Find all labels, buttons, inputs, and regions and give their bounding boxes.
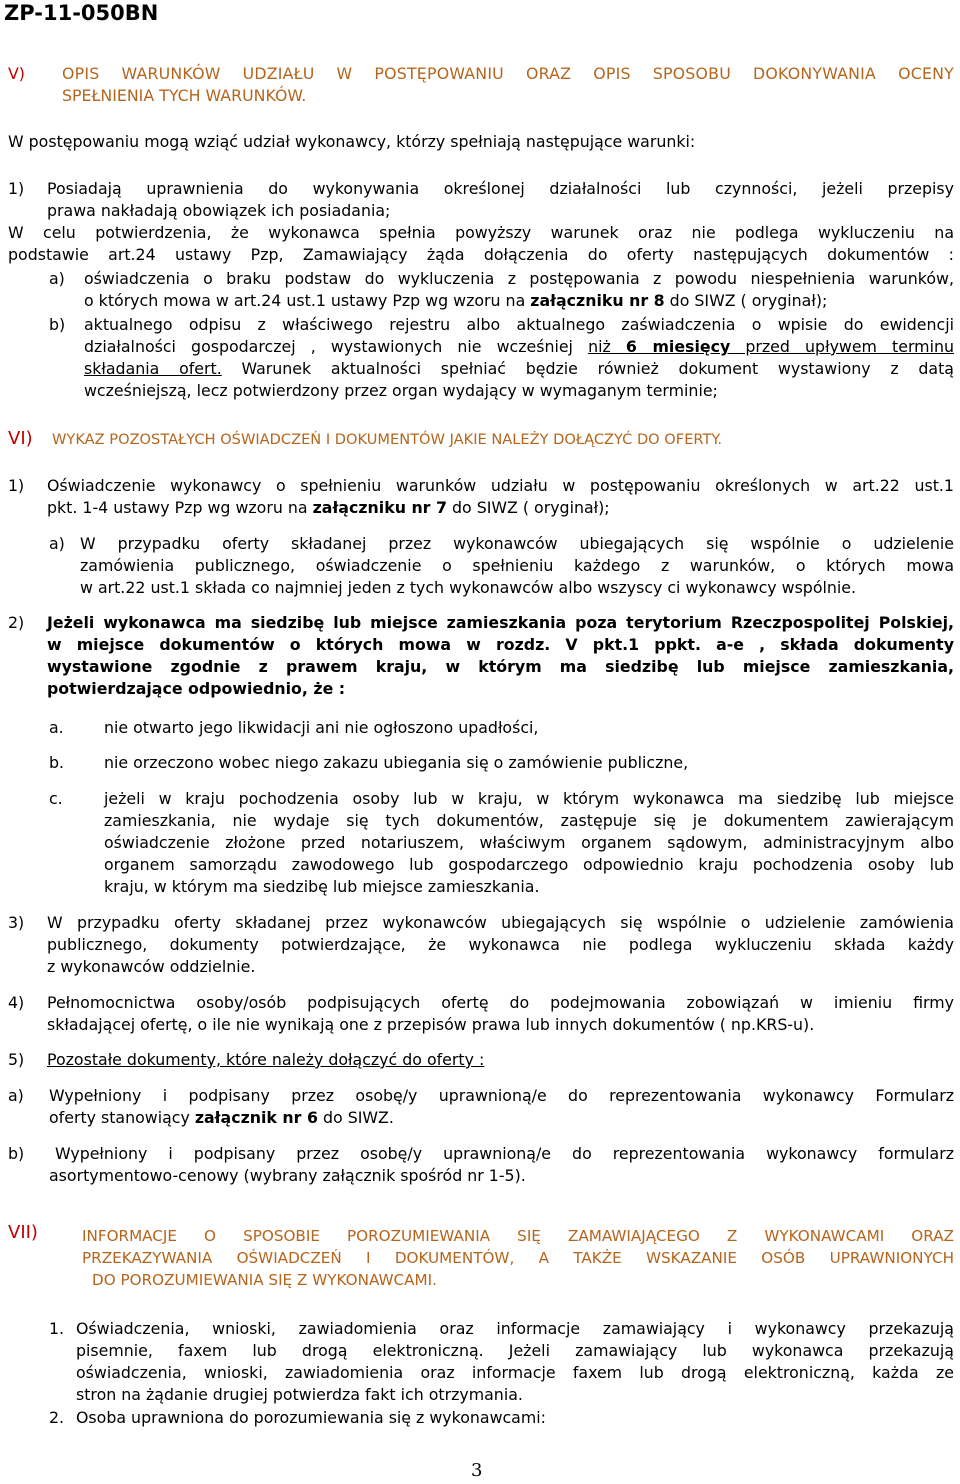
- document-id: ZP-11-050BN: [4, 1, 159, 25]
- list-text-line: Pełnomocnictwa osoby/osób podpisujących ofertę do podejmowania zobowiązań w imieniu firmy: [47, 993, 954, 1012]
- page-number: 3: [471, 1460, 483, 1481]
- list-text-line: pisemnie, faxem lub drogą elektroniczną. Jeżeli zamawiający lub wykonawca przekazują: [76, 1341, 954, 1360]
- list-text-line: [84, 358, 954, 380]
- section-number: V): [8, 64, 25, 83]
- list-text-line: Pozostałe dokumenty, które należy dołączyć do oferty :: [47, 1050, 485, 1069]
- text-run-bold: załączniku nr 7: [312, 498, 447, 517]
- list-text-line: zamówienia publicznego, oświadczenie o spełnieniu każdego z warunków, o których mowa: [80, 556, 954, 575]
- list-number: 2): [8, 613, 25, 632]
- list-text-line: nie orzeczono wobec niego zakazu ubiegania się o zamówienie publiczne,: [104, 753, 689, 772]
- list-label: b): [8, 1144, 25, 1163]
- text-run: Warunek aktualności spełniać będzie również dokument wystawiony z datą: [221, 359, 954, 378]
- list-number: 2.: [49, 1408, 65, 1427]
- list-label: b): [49, 315, 66, 334]
- section-title-line: DO POROZUMIEWANIA SIĘ Z WYKONAWCAMI.: [92, 1271, 437, 1289]
- list-text-line: zamieszkania, nie wydaje się tych dokumentów, zastępuje się je dokumentem zawierającym: [104, 811, 954, 830]
- list-text-line: z wykonawców oddzielnie.: [47, 957, 256, 976]
- section-number: VII): [8, 1222, 38, 1243]
- paragraph-line: podstawie art.24 ustawy Pzp, Zamawiający żąda dołączenia do oferty następujących dokumentów :: [8, 245, 954, 264]
- list-text-line: potwierdzające odpowiednio, że :: [47, 679, 346, 698]
- section-number: VI): [8, 428, 33, 449]
- list-text-line: Osoba uprawniona do porozumiewania się z wykonawcami:: [76, 1408, 546, 1427]
- text-run: o których mowa w art.24 ust.1 ustawy Pzp wg wzoru na: [84, 291, 531, 310]
- list-text-line: wcześniejszą, lecz potwierdzony przez organ wydający w wymaganym terminie;: [84, 381, 718, 400]
- list-label: c.: [49, 789, 63, 808]
- text-run: działalności gospodarczej , wystawionych nie wcześniej: [84, 337, 589, 356]
- list-label: b.: [49, 753, 65, 772]
- list-text-line: kraju, w którym ma siedzibę lub miejsce zamieszkania.: [104, 877, 540, 896]
- section-title: WYKAZ POZOSTAŁYCH OŚWIADCZEŃ I DOKUMENTÓW JAKIE NALEŻY DOŁĄCZYĆ DO OFERTY.: [52, 431, 722, 448]
- list-text-line: w art.22 ust.1 składa co najmniej jeden z tych wykonawców albo wszyscy ci wykonawcy wspólnie.: [80, 578, 857, 597]
- list-text-line: [47, 497, 610, 519]
- section-intro: W postępowaniu mogą wziąć udział wykonawcy, którzy spełniają następujące warunki:: [8, 132, 696, 151]
- list-text-line: organem samorządu zawodowego lub gospodarczego odpowiednio kraju pochodzenia osoby lub: [104, 855, 954, 874]
- list-text-line: Jeżeli wykonawca ma siedzibę lub miejsce zamieszkania poza terytorium Rzeczpospolitej Polskiej,: [47, 613, 954, 632]
- list-text-line: [84, 336, 954, 358]
- text-run: oferty stanowiący: [49, 1108, 195, 1127]
- section-title-line: INFORMACJE O SPOSOBIE POROZUMIEWANIA SIĘ ZAMAWIAJĄCEGO Z WYKONAWCAMI ORAZ: [82, 1227, 954, 1245]
- list-text-line: Oświadczenie wykonawcy o spełnieniu warunków udziału w postępowaniu określonych w art.22 ust.1: [47, 476, 954, 495]
- list-text-line: W przypadku oferty składanej przez wykonawców ubiegających się wspólnie o udzielenie: [80, 534, 954, 553]
- text-run-underline: składania ofert.: [84, 359, 222, 378]
- list-number: 5): [8, 1050, 25, 1069]
- section-title-line: SPEŁNIENIA TYCH WARUNKÓW.: [62, 86, 307, 105]
- list-number: 1): [8, 179, 25, 198]
- list-text-line: prawa nakładają obowiązek ich posiadania;: [47, 201, 391, 220]
- text-run: pkt. 1-4 ustawy Pzp wg wzoru na: [47, 498, 313, 517]
- section-title-line: PRZEKAZYWANIA OŚWIADCZEŃ I DOKUMENTÓW, A TAKŻE WSKAZANIE OSÓB UPRAWNIONYCH: [82, 1249, 954, 1267]
- list-number: 3): [8, 913, 25, 932]
- list-number: 1): [8, 476, 25, 495]
- list-text-line: [84, 290, 827, 312]
- list-text-line: Wypełniony i podpisany przez osobę/y uprawnioną/e do reprezentowania wykonawcy formularz: [55, 1144, 954, 1163]
- text-run: do SIWZ.: [317, 1108, 394, 1127]
- list-text-line: Wypełniony i podpisany przez osobę/y uprawnioną/e do reprezentowania wykonawcy Formularz: [49, 1086, 954, 1105]
- list-label: a): [49, 269, 65, 288]
- list-text-line: Posiadają uprawnienia do wykonywania określonej działalności lub czynności, jeżeli przepisy: [47, 179, 954, 198]
- list-label: a.: [49, 718, 64, 737]
- paragraph-line: W celu potwierdzenia, że wykonawca spełnia powyższy warunek oraz nie podlega wykluczeniu na: [8, 223, 954, 242]
- list-text-line: oświadczenie złożone przed notariuszem, właściwym organem sądowym, administracyjnym albo: [104, 833, 954, 852]
- list-text-line: [49, 1107, 394, 1129]
- text-run-underline: niż: [588, 337, 626, 356]
- list-text-line: oświadczenia, wnioski, zawiadomienia oraz informacje faxem lub drogą elektroniczną, każda ze: [76, 1363, 954, 1382]
- text-run: do SIWZ ( oryginał);: [664, 291, 828, 310]
- text-run-bold-underline: 6 miesięcy: [625, 337, 731, 356]
- list-text-line: W przypadku oferty składanej przez wykonawców ubiegających się wspólnie o udzielenie zamówienia: [47, 913, 954, 932]
- text-run-bold: załącznik nr 6: [194, 1108, 318, 1127]
- list-text-line: Oświadczenia, wnioski, zawiadomienia oraz informacje zamawiający i wykonawcy przekazują: [76, 1319, 954, 1338]
- list-text-line: stron na żądanie drugiej potwierdza fakt ich otrzymania.: [76, 1385, 523, 1404]
- list-text-line: jeżeli w kraju pochodzenia osoby lub w kraju, w którym wykonawca ma siedzibę lub miejsce: [104, 789, 954, 808]
- list-text-line: asortymentowo-cenowy (wybrany załącznik spośród nr 1-5).: [49, 1166, 526, 1185]
- list-text-line: publicznego, dokumenty potwierdzające, że wykonawca nie podlega wykluczeniu składa każdy: [47, 935, 954, 954]
- text-run-bold: załączniku nr 8: [530, 291, 665, 310]
- list-text-line: nie otwarto jego likwidacji ani nie ogłoszono upadłości,: [104, 718, 539, 737]
- list-number: 1.: [49, 1319, 65, 1338]
- list-label: a): [8, 1086, 24, 1105]
- list-number: 4): [8, 993, 25, 1012]
- list-label: a): [49, 534, 65, 553]
- section-title-line: OPIS WARUNKÓW UDZIAŁU W POSTĘPOWANIU ORAZ OPIS SPOSOBU DOKONYWANIA OCENY: [62, 64, 954, 83]
- list-text-line: oświadczenia o braku podstaw do wykluczenia z postępowania z powodu niespełnienia warunków,: [84, 269, 954, 288]
- text-run-underline: przed upływem terminu: [730, 337, 954, 356]
- list-text-line: wystawione zgodnie z prawem kraju, w którym ma siedzibę lub miejsce zamieszkania,: [47, 657, 954, 676]
- list-text-line: w miejsce dokumentów o których mowa w rozdz. V pkt.1 ppkt. a-e , składa dokumenty: [47, 635, 954, 654]
- text-run: do SIWZ ( oryginał);: [446, 498, 610, 517]
- list-text-line: aktualnego odpisu z właściwego rejestru albo aktualnego zaświadczenia o wpisie do ewidencji: [84, 315, 954, 334]
- list-text-line: składającej ofertę, o ile nie wynikają one z przepisów prawa lub innych dokumentów ( np.KRS-u).: [47, 1015, 815, 1034]
